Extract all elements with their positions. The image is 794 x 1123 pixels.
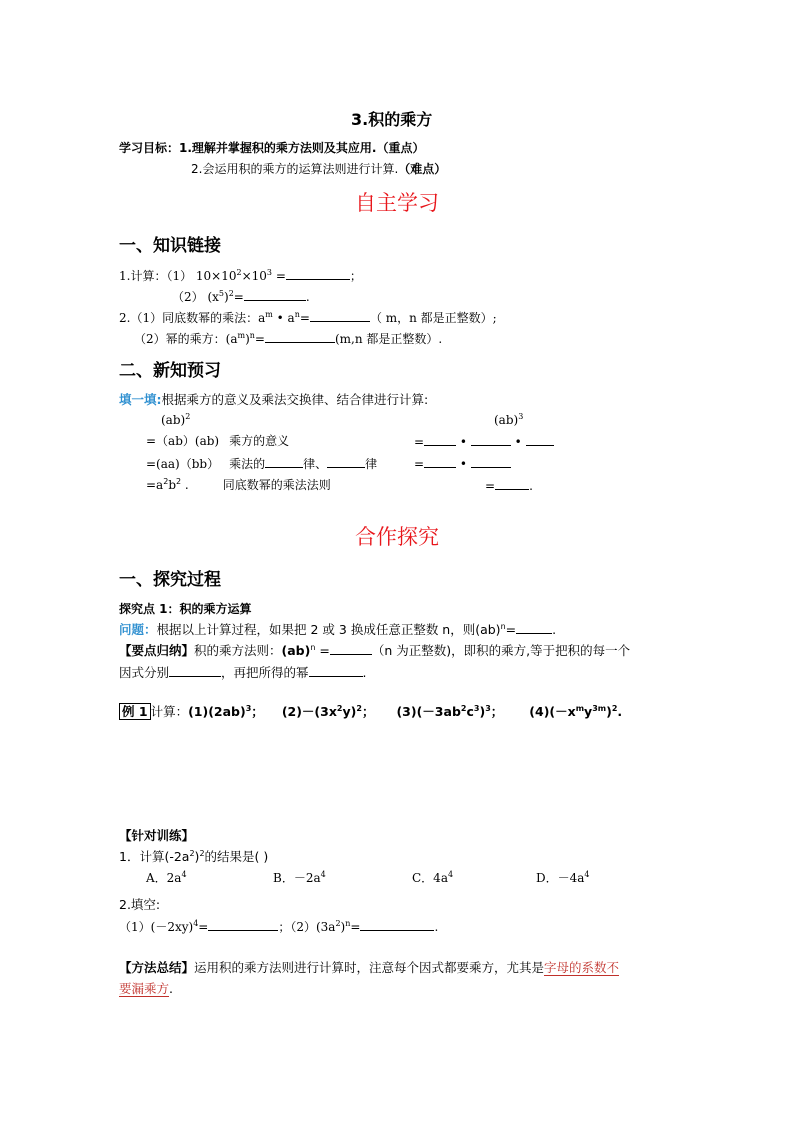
option-a[interactable]: A．$2a^4$ (146, 870, 187, 885)
answer-blank[interactable] (310, 308, 370, 322)
explore-point-title: 探究点 1：积的乘方运算 (119, 602, 252, 616)
fill-in-line: 填一填:根据乘方的意义及乘法交换律、结合律进行计算: (119, 392, 429, 407)
example-part-3: $(3)(-3ab^2c^3)^3$； (396, 703, 504, 719)
answer-blank[interactable] (424, 432, 456, 446)
answer-blank[interactable] (286, 266, 350, 280)
objective-2: 2.会运用积的乘方的运算法则进行计算. (191, 162, 399, 176)
key-points-line-1: 【要点归纳】积的乘方法则：(ab)$^n$ = （n 为正整数)，即积的乘方,等于把积的每一个 (119, 642, 631, 658)
example-part-1: $(1)(2ab)^3$； (188, 703, 264, 719)
left-row-3: $=a^2b^2$ . 同底数幂的乘法法则 (146, 477, 331, 492)
right-row-3: = . (485, 476, 533, 493)
left-row-2: =(aa)（bb） 乘法的 律、 律 (146, 454, 377, 472)
page-title: 3.积的乘方 (351, 110, 433, 129)
objective-1: 1.理解并掌握积的乘方法则及其应用. (179, 141, 377, 155)
method-summary-line-1: 【方法总结】运用积的乘方法则进行计算时，注意每个因式都要乘方，尤其是字母的系数不 (119, 960, 620, 975)
option-b[interactable]: B．$-2a^4$ (273, 870, 326, 885)
explore-question: 问题：根据以上计算过程，如果把 2 或 3 换成任意正整数 n，则(ab)$^n$= . (119, 621, 557, 637)
fill-label: 填一填: (119, 392, 162, 407)
knowledge-q2a: 2.（1）同底数幂的乘法：$a^m$ • $a^n=$ （ m，n 都是正整数）; (119, 310, 497, 325)
answer-blank[interactable] (495, 476, 529, 490)
example-part-4: $(4)(-x^my^{3m})^2$. (529, 703, 623, 719)
answer-blank[interactable] (330, 641, 372, 655)
left-row-1: =（ab）(ab) 乘方的意义 (146, 434, 290, 448)
answer-blank[interactable] (526, 432, 554, 446)
objectives-line-2 (191, 160, 446, 177)
heading-preview: 二、新知预习 (119, 361, 221, 381)
answer-blank[interactable] (360, 917, 434, 931)
example-1: 例 1 计算：$(1)(2ab)^3$； $(2)-(3x^2y)^2$； $(3)(-3ab^2c^3)^3$； $(4)(-x^my^{3m})^2$. (119, 702, 622, 720)
right-row-1: = • • (414, 432, 554, 449)
method-summary-line-2: 要漏乘方. (119, 981, 173, 996)
key-points-line-2: 因式分别 ，再把所得的幂 . (119, 665, 367, 680)
knowledge-q2b: （2）幂的乘方：$(a^m)^n= (m,n$ 都是正整数）. (134, 331, 443, 346)
right-row-2: = • (414, 454, 511, 471)
answer-blank[interactable] (327, 454, 365, 468)
heading-explore-process: 一、探究过程 (119, 570, 221, 590)
left-derivation-head: (ab)$^2$ (161, 412, 191, 427)
section-heading-self-study: 自主学习 (355, 191, 439, 215)
answer-blank[interactable] (265, 329, 335, 343)
answer-blank[interactable] (471, 454, 511, 468)
answer-blank[interactable] (309, 663, 363, 677)
heading-knowledge-link: 一、知识链接 (119, 236, 221, 256)
objective-1-tag: （重点） (376, 141, 425, 155)
objective-2-tag: （难点） (398, 162, 447, 176)
knowledge-q1b: （2） $(x^5)^2=$ . (172, 289, 310, 304)
answer-blank[interactable] (516, 620, 552, 634)
answer-blank[interactable] (208, 917, 278, 931)
right-derivation-head: (ab)$^3$ (494, 412, 524, 427)
answer-blank[interactable] (471, 432, 511, 446)
answer-blank[interactable] (265, 454, 303, 468)
training-q2: $(1)(-2xy)^4=$ ；$(2)(3a^2)^n=$ . (119, 919, 439, 934)
knowledge-q1a: 1.计算：（1） $10\times 10^2\times 10^3$ = ； (119, 268, 362, 283)
answer-blank[interactable] (424, 454, 456, 468)
training-q1: 1．计算$(-2a^2)^2$的结果是( ) (119, 848, 269, 864)
section-heading-cooperative: 合作探究 (355, 525, 439, 549)
example-1-label: 例 1 (119, 703, 151, 720)
objectives-line-1 (119, 139, 425, 156)
objectives-label: 学习目标： (119, 141, 180, 155)
training-q2-label: 2.填空: (119, 897, 161, 912)
answer-blank[interactable] (244, 287, 306, 301)
option-c[interactable]: C．$4a^4$ (412, 870, 454, 885)
answer-blank[interactable] (169, 663, 221, 677)
training-label: 【针对训练】 (119, 828, 195, 843)
option-d[interactable]: D．$-4a^4$ (536, 870, 590, 885)
example-part-2: $(2)-(3x^2y)^2$； (281, 703, 375, 719)
